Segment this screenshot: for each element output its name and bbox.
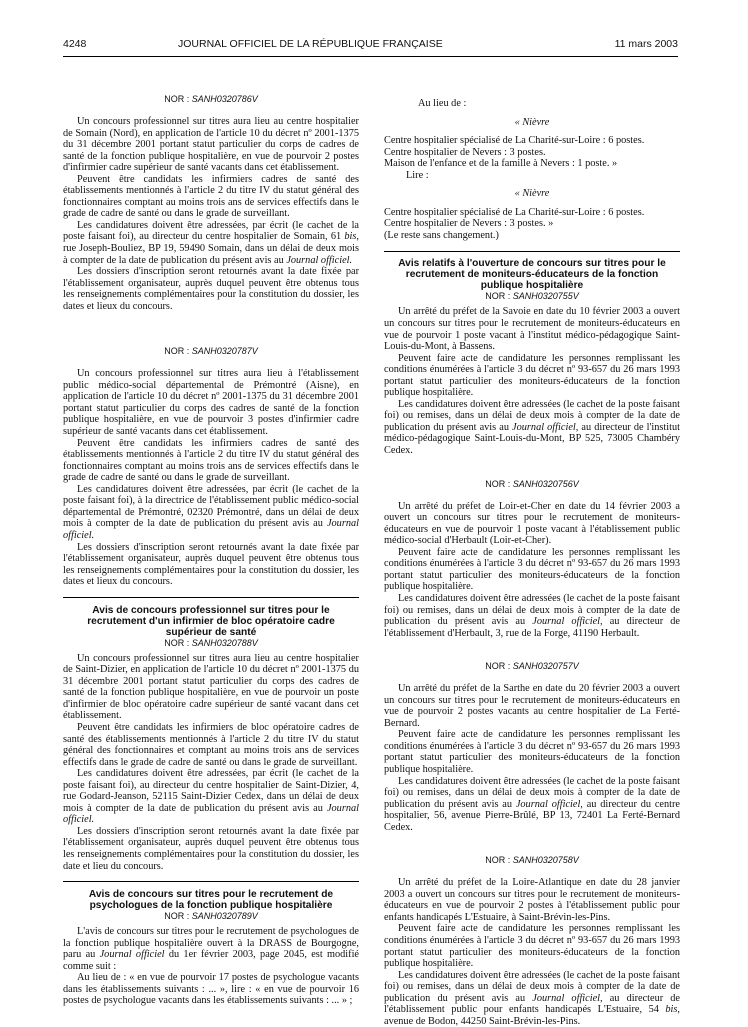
paragraph: Un arrêté du préfet de la Loire-Atlantique en date du 28 janvier 2003 a ouvert un concours sur titres pour le recrutement de moniteurs-éducateurs en vue de pourvoir 2 postes à l'établissement public pour enfants handicapés L'Estuaire, à Saint-Brévin-les-Pins.	[384, 877, 680, 923]
paragraph: Au lieu de : « en vue de pourvoir 17 postes de psychologue vacants dans les établissements suivants : ... », lire : « en vue de pourvoir 16 postes de psychologue vacants dans les établissements suivants : ... » ;	[63, 972, 359, 1007]
paragraph: Les dossiers d'inscription seront retournés avant la date fixée par l'établissement organisateur, auprès duquel peuvent être obtenus tous les renseignements complémentaires pour la constitution du dossier, les dates et lieux du concours.	[63, 266, 359, 312]
right-column	[384, 98, 680, 1027]
paragraph: Peuvent faire acte de candidature les personnes remplissant les conditions énumérées à l'article 3 du décret nº 93-657 du 26 mars 1993 portant statut particulier des moniteurs-éducateurs de la fonction publique hospitalière.	[384, 923, 680, 970]
paragraph: Les candidatures doivent être adressées, par écrit (le cachet de la poste faisant foi), au directeur du centre hospitalier de Saint-Dizier, 4, rue Godard-Jeanson, 52115 Saint-Dizier Cedex, dans un délai de deux mois à compter de la date de publication du présent avis au Journal officiel.	[63, 768, 359, 826]
paragraph: Les candidatures doivent être adressées, par écrit (le cachet de la poste faisant foi), au directeur du centre hospitalier de Somain, 61 bis, rue Joseph-Bouliez, BP 19, 59490 Somain, dans un délai de deux mois à compter de la date de publication du présent avis au Journal officiel.	[63, 219, 359, 266]
nor-reference: NOR : SANH0320756V	[485, 478, 579, 489]
left-column	[63, 94, 359, 1007]
issue-date: 11 mars 2003	[614, 38, 678, 50]
nor-reference: NOR : SANH0320786V	[164, 94, 258, 104]
paragraph: Peuvent faire acte de candidature les personnes remplissant les conditions énumérées à l'article 3 du décret nº 93-657 du 26 mars 1993 portant statut particulier des moniteurs-éducateurs de la fonction publique hospitalière.	[384, 352, 680, 399]
paragraph: Les candidatures doivent être adressées, par écrit (le cachet de la poste faisant foi), à la directrice de l'établissement public médico-social départemental de Prémontré, 02320 Prémontré, dans un délai de deux mois à compter de la date de publication du présent avis au Journal officiel.	[63, 483, 359, 541]
nor-reference: NOR : SANH0320787V	[164, 346, 258, 357]
paragraph: Les candidatures doivent être adressées (le cachet de la poste faisant foi) ou remises, dans un délai de deux mois à compter de la date de publication du présent avis au Journal officiel, au directeur de l'établissement public pour enfants handicapés L'Estuaire, 54 bis, avenue de Bodon, 44250 Saint-Brévin-les-Pins.	[384, 969, 680, 1027]
paragraph: Un concours professionnel sur titres aura lieu à l'établissement public médico-social départemental de Prémontré (Aisne), en application de l'article 10 du décret nº 2001-1375 du 31 décembre 2001 portant statut particulier du corps des cadres de santé de la fonction publique hospitalière, en vue de pourvoir 3 postes d'infirmier cadre supérieur de santé vacants dans cet établissement.	[63, 368, 359, 438]
section-heading: Avis relatifs à l'ouverture de concours sur titres pour le recrutement de moniteurs-éducateurs de la fonction publique hospitalière	[398, 258, 666, 292]
paragraph: Peuvent faire acte de candidature les personnes remplissant les conditions énumérées à l'article 3 du décret nº 93-657 du 26 mars 1993 portant statut particulier des moniteurs-éducateurs de la fonction publique hospitalière.	[384, 729, 680, 775]
page-header	[63, 38, 678, 52]
list-line: Centre hospitalier spécialisé de La Charité-sur-Loire : 6 postes.	[384, 206, 645, 218]
nor-reference: NOR : SANH0320789V	[164, 911, 258, 922]
header-rule	[63, 56, 678, 57]
paragraph: Lire :	[406, 169, 429, 181]
section-heading: Avis de concours professionnel sur titres pour le recrutement d'un infirmier de bloc opératoire cadre supérieur de santé	[87, 604, 335, 638]
list-line: (Le reste sans changement.)	[384, 229, 499, 241]
list-line: Centre hospitalier spécialisé de La Charité-sur-Loire : 6 postes.	[384, 135, 645, 147]
paragraph: Les candidatures doivent être adressées (le cachet de la poste faisant foi) ou remises, dans un délai de deux mois à compter de la date de publication du présent avis au Journal officiel, au directeur du centre hospitalier, 56, avenue Pierre-Brûlé, BP 13, 72401 La Ferté-Bernard Cedex.	[384, 775, 680, 833]
paragraph: Peuvent faire acte de candidature les personnes remplissant les conditions énumérées à l'article 3 du décret nº 93-657 du 26 mars 1993 portant statut particulier des moniteurs-éducateurs de la fonction publique hospitalière.	[384, 546, 680, 593]
page-number: 4248	[63, 38, 87, 50]
paragraph: Les dossiers d'inscription seront retournés avant la date fixée par l'établissement organisateur, auprès duquel peuvent être obtenus tous les renseignements complémentaires pour la constitution du dossier, les date et lieu du concours.	[63, 825, 359, 872]
paragraph: Peuvent être candidats les infirmiers cadres de santé des établissements mentionnés à l'article 2 du titre IV du statut général des fonctionnaires comptant au moins trois ans de services effectifs dans le grade de cadre de santé ou dans le grade de surveillant.	[63, 437, 359, 484]
paragraph: Un concours professionnel sur titres aura lieu au centre hospitalier de Somain (Nord), en application de l'article 10 du décret nº 2001-1375 du 31 décembre 2001 portant statut particulier du corps de cadres de santé de la fonction publique hospitalière, en vue de pourvoir 2 postes d'infirmier cadre supérieur de santé vacants dans cet établissement.	[63, 116, 359, 174]
paragraph: Peuvent être candidats les infirmiers de bloc opératoire cadres de santé des établissements mentionnés à l'article 2 du titre IV du statut général des fonctionnaires et comptant au moins trois ans de services effectifs dans le grade de cadre de santé ou dans le grade de surveillant.	[63, 721, 359, 768]
paragraph: Les candidatures doivent être adressées (le cachet de la poste faisant foi) ou remises, dans un délai de deux mois à compter de la date de publication du présent avis au Journal officiel, au directeur de l'institut médico-pédagogique Saint-Louis-du-Mont, BP 525, 73005 Chambéry Cedex.	[384, 398, 680, 457]
department-heading: « Nièvre	[514, 188, 550, 200]
nor-reference: NOR : SANH0320755V	[485, 291, 579, 302]
paragraph: L'avis de concours sur titres pour le recrutement de psychologues de la fonction publique hospitalière ouvert à la DRASS de Bourgogne, paru au Journal officiel du 1er février 2003, page 2045, est modifié comme suit :	[63, 926, 359, 972]
nor-reference: NOR : SANH0320788V	[164, 637, 258, 648]
department-heading: « Nièvre	[514, 116, 550, 128]
list-line: Maison de l'enfance et de la famille à Nevers : 1 poste. »	[384, 158, 618, 170]
nor-reference: NOR : SANH0320758V	[485, 855, 579, 866]
paragraph: Les candidatures doivent être adressées (le cachet de la poste faisant foi) ou remises, dans un délai de deux mois à compter de la date de publication du présent avis au Journal officiel, au directeur de l'établissement d'Herbault, 3, rue de la Forge, 41190 Herbault.	[384, 592, 680, 639]
paragraph: Un arrêté du préfet de la Sarthe en date du 20 février 2003 a ouvert un concours sur titres pour le recrutement de moniteurs-éducateurs en vue de pourvoir 2 postes vacants au centre hospitalier de La Ferté-Bernard.	[384, 683, 680, 729]
paragraph: Peuvent être candidats les infirmiers cadres de santé des établissements mentionnés à l'article 2 du titre IV du statut général des fonctionnaires comptant au moins trois ans de services effectifs dans le grade de cadre de santé ou dans le grade de surveillant.	[63, 173, 359, 220]
nor-reference: NOR : SANH0320757V	[485, 661, 579, 672]
list-line: Centre hospitalier de Nevers : 3 postes.	[384, 146, 546, 158]
paragraph: Au lieu de :	[418, 98, 467, 109]
section-heading: Avis de concours sur titres pour le recrutement de psychologues de la fonction publique hospitalière	[88, 889, 334, 912]
paragraph: Un arrêté du préfet de la Savoie en date du 10 février 2003 a ouvert un concours sur titres pour le recrutement de moniteurs-éducateurs en vue de pourvoir 1 poste vacant à l'institut médico-pédagogique Saint-Louis-du-Mont, à Bassens.	[384, 306, 680, 353]
list-line: Centre hospitalier de Nevers : 3 postes. »	[384, 218, 554, 230]
paragraph: Un arrêté du préfet de Loir-et-Cher en date du 14 février 2003 a ouvert un concours sur titres pour le recrutement de moniteurs-éducateurs en vue de pourvoir 1 poste vacant à l'établissement public médico-social d'Herbault (Loir-et-Cher).	[384, 500, 680, 547]
paragraph: Les dossiers d'inscription seront retournés avant la date fixée par l'établissement organisateur, auprès duquel peuvent être obtenus tous les renseignements complémentaires pour la constitution du dossier, les dates et lieux du concours.	[63, 541, 359, 588]
journal-title: JOURNAL OFFICIEL DE LA RÉPUBLIQUE FRANÇAISE	[178, 38, 443, 50]
paragraph: Un concours professionnel sur titres aura lieu au centre hospitalier de Saint-Dizier, en application de l'article 10 du décret nº 2001-1375 du 31 décembre 2001 portant statut particulier du corps des cadres de santé de la fonction publique hospitalière, en vue de pourvoir un poste d'infirmier de bloc opératoire cadre supérieur de santé vacant dans cet établissement.	[63, 652, 359, 722]
